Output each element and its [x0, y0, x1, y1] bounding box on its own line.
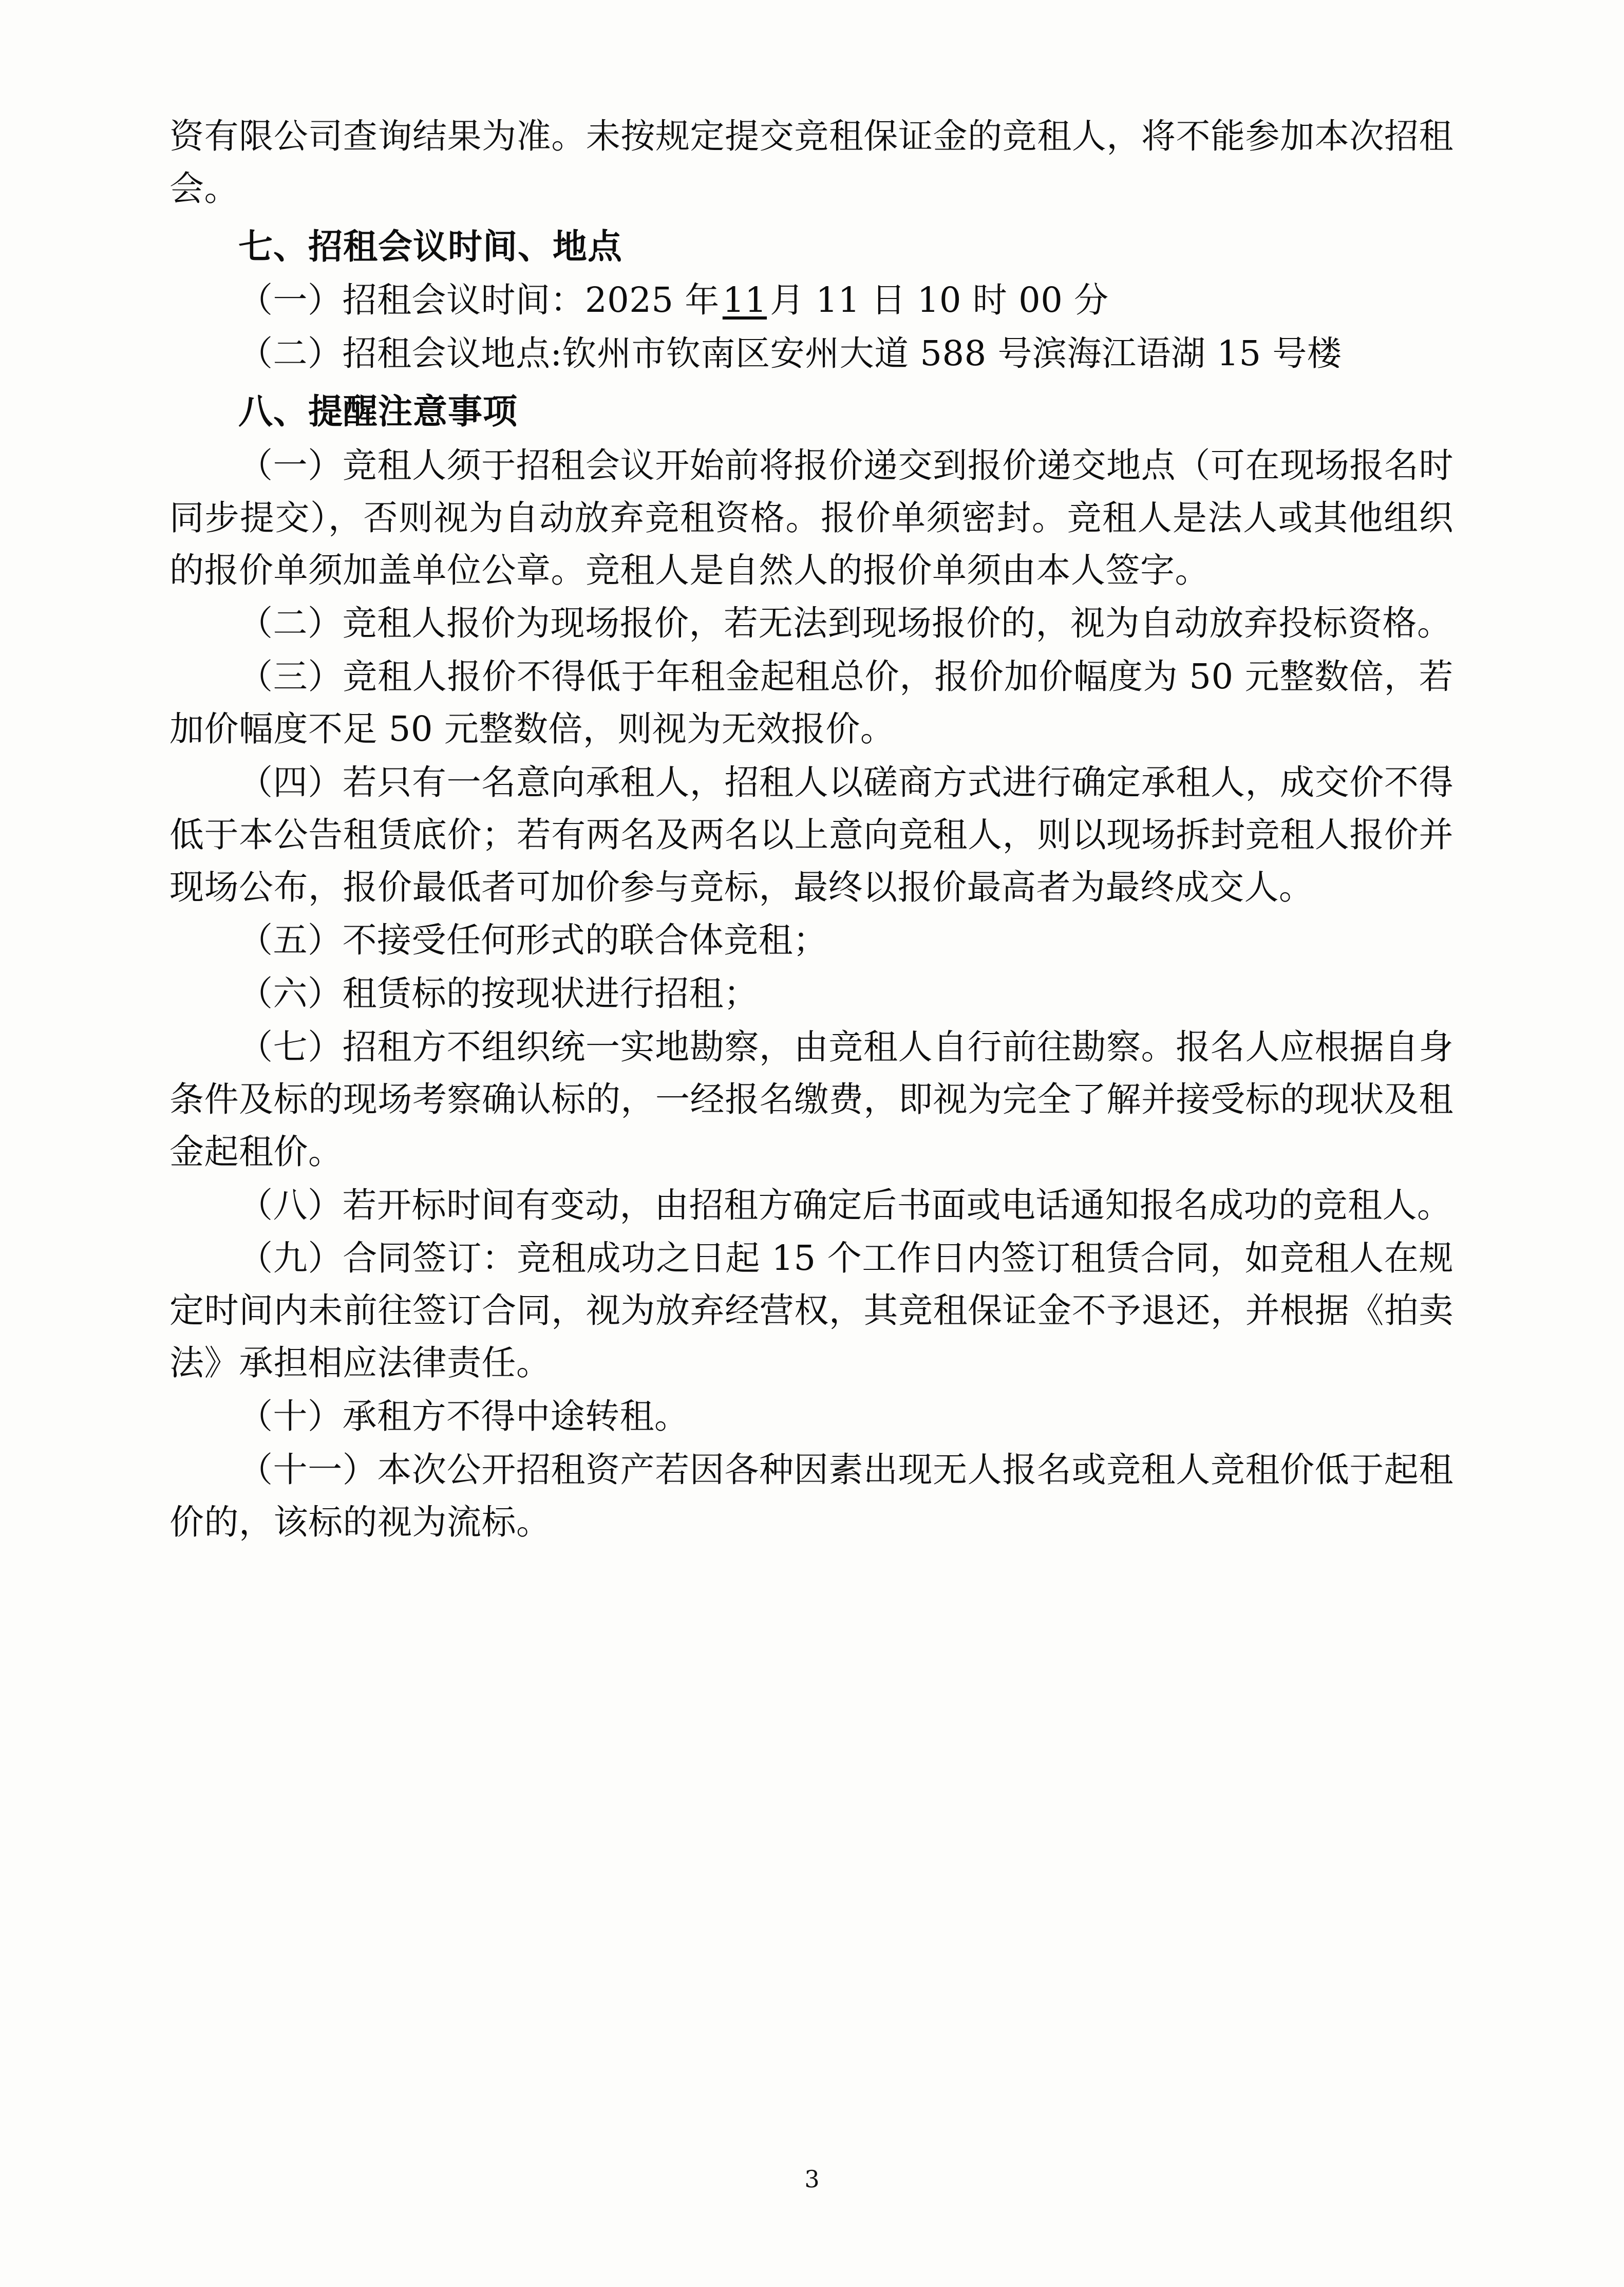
meeting-time-line: [169, 274, 1453, 327]
section-heading-eight: 八、提醒注意事项: [238, 391, 518, 432]
notice-item-3: （三）竞租人报价不得低于年租金起租总价，报价加价幅度为 50 元整数倍，若加价幅度不足 50 元整数倍，则视为无效报价。: [169, 657, 1453, 749]
notice-item-7: （七）招租方不组织统一实地勘察，由竞租人自行前往勘察。报名人应根据自身条件及标的现场考察确认标的，一经报名缴费，即视为完全了解并接受标的现状及租金起租价。: [169, 1027, 1453, 1172]
notice-item-10: （十）承租方不得中途转租。: [238, 1396, 689, 1436]
meeting-time-prefix: （一）招租会议时间：2025 年: [238, 280, 720, 321]
notice-item-4: （四）若只有一名意向承租人，招租人以磋商方式进行确定承租人，成交价不得低于本公告租赁底价；若有两名及两名以上意向竞租人，则以现场拆封竞租人报价并现场公布，报价最低者可加价参与竞标，最终以报价最高者为最终成交人。: [169, 762, 1453, 907]
notice-item-5: （五）不接受任何形式的联合体竞租；: [238, 920, 828, 961]
section-heading-seven: 七、招租会议时间、地点: [238, 226, 622, 267]
notice-item-8: （八）若开标时间有变动，由招租方确定后书面或电话通知报名成功的竞租人。: [238, 1185, 1452, 1225]
paragraph-continuation: 资有限公司查询结果为准。未按规定提交竞租保证金的竞租人，将不能参加本次招租会。: [169, 116, 1453, 209]
meeting-month-value: 11: [722, 280, 767, 321]
meeting-time-suffix: 月 11 日 10 时 00 分: [770, 280, 1109, 321]
page-number: 3: [804, 2165, 820, 2193]
notice-item-9: （九）合同签订：竞租成功之日起 15 个工作日内签订租赁合同，如竞租人在规定时间内未前往签订合同，视为放弃经营权，其竞租保证金不予退还，并根据《拍卖法》承担相应法律责任。: [169, 1238, 1453, 1383]
notice-item-11: （十一）本次公开招租资产若因各种因素出现无人报名或竞租人竞租价低于起租价的，该标的视为流标。: [169, 1449, 1453, 1542]
document-body: [169, 110, 1453, 1549]
notice-item-6: （六）租赁标的按现状进行招租；: [238, 973, 759, 1014]
notice-item-1: （一）竞租人须于招租会议开始前将报价递交到报价递交地点（可在现场报名时同步提交），否则视为自动放弃竞租资格。报价单须密封。竞租人是法人或其他组织的报价单须加盖单位公章。竞租人是自然人的报价单须由本人签字。: [169, 445, 1453, 590]
meeting-location-line: （二）招租会议地点:钦州市钦南区安州大道 588 号滨海江语湖 15 号楼: [238, 333, 1342, 374]
notice-item-2: （二）竞租人报价为现场报价，若无法到现场报价的，视为自动放弃投标资格。: [238, 603, 1452, 644]
